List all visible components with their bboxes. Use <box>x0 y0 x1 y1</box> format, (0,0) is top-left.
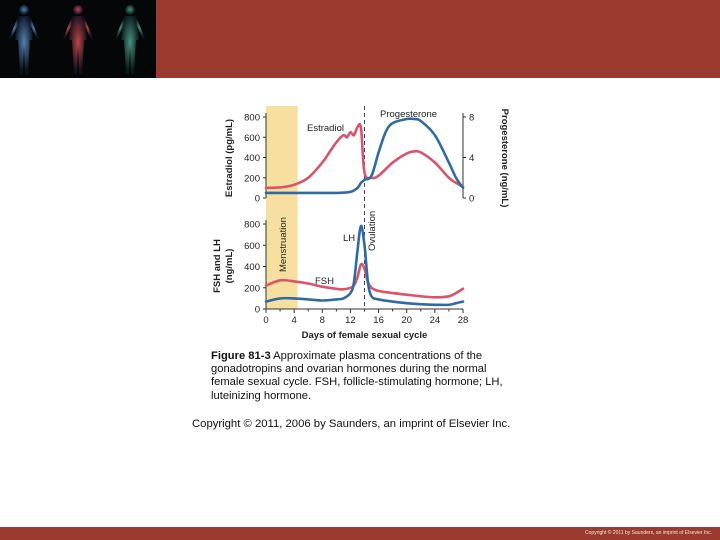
bottom-ytick-label: 600 <box>244 240 260 252</box>
menstruation-band <box>266 106 298 309</box>
top-ytick-label: 200 <box>244 173 260 185</box>
bottom-ytick-label: 200 <box>244 283 260 295</box>
figure-right <box>115 5 145 74</box>
top-ytick-right-label: 8 <box>469 112 475 124</box>
xtick-label: 16 <box>373 315 384 326</box>
figure-left <box>9 5 39 74</box>
top-ylabel: Estradiol (pg/mL) <box>224 118 235 198</box>
anatomy-figures-image <box>0 0 156 78</box>
xtick-label: 24 <box>429 315 441 326</box>
top-ytick-right-label: 0 <box>469 193 475 205</box>
bottom-ylabel: FSH and LH <box>212 239 223 293</box>
ovulation-annotation: Ovulation <box>367 210 378 251</box>
footer-copyright: Copyright © 2011 by Saunders, an imprint of Elsevier Inc. <box>585 530 712 536</box>
top-ylabel-right: Progesterone (ng/mL) <box>499 108 510 208</box>
figure-copyright: Copyright © 2011, 2006 by Saunders, an imprint of Elsevier Inc. <box>192 418 511 430</box>
xtick-label: 20 <box>401 315 413 326</box>
xtick-label: 28 <box>457 315 469 326</box>
top-ytick-label: 0 <box>254 193 260 205</box>
anatomy-thumbnail <box>0 0 156 78</box>
bottom-ylabel-unit: (ng/mL) <box>224 248 235 284</box>
figure-caption <box>211 350 521 403</box>
xtick-label: 0 <box>263 315 269 326</box>
bottom-ytick-label: 400 <box>244 262 260 273</box>
xtick-label: 12 <box>345 315 356 326</box>
hormone-chart <box>190 104 535 349</box>
xtick-label: 4 <box>291 315 297 326</box>
menstruation-annotation: Menstruation <box>278 217 289 272</box>
top-ytick-label: 800 <box>244 112 260 124</box>
figure-middle <box>63 5 93 74</box>
bottom-ytick-label: 0 <box>254 304 260 316</box>
estradiol-annotation: Estradiol <box>307 123 344 134</box>
caption-text: Approximate plasma concentrations of the gonadotropins and ovarian hormones during the normal female sexual cycle. FSH, follicle-stimulating hormone; LH, luteinizing hormone. <box>211 350 503 402</box>
lh-annotation: LH <box>343 233 356 244</box>
bottom-ytick-label: 800 <box>244 219 260 231</box>
caption-label: Figure 81-3 <box>211 350 271 362</box>
fsh-annotation: FSH <box>315 276 334 287</box>
xlabel: Days of female sexual cycle <box>301 330 428 341</box>
progesterone-annotation: Progesterone <box>380 109 438 120</box>
top-ytick-right-label: 4 <box>469 153 475 164</box>
top-ytick-label: 600 <box>244 132 260 144</box>
top-ytick-label: 400 <box>244 153 260 164</box>
xtick-label: 8 <box>319 315 325 326</box>
